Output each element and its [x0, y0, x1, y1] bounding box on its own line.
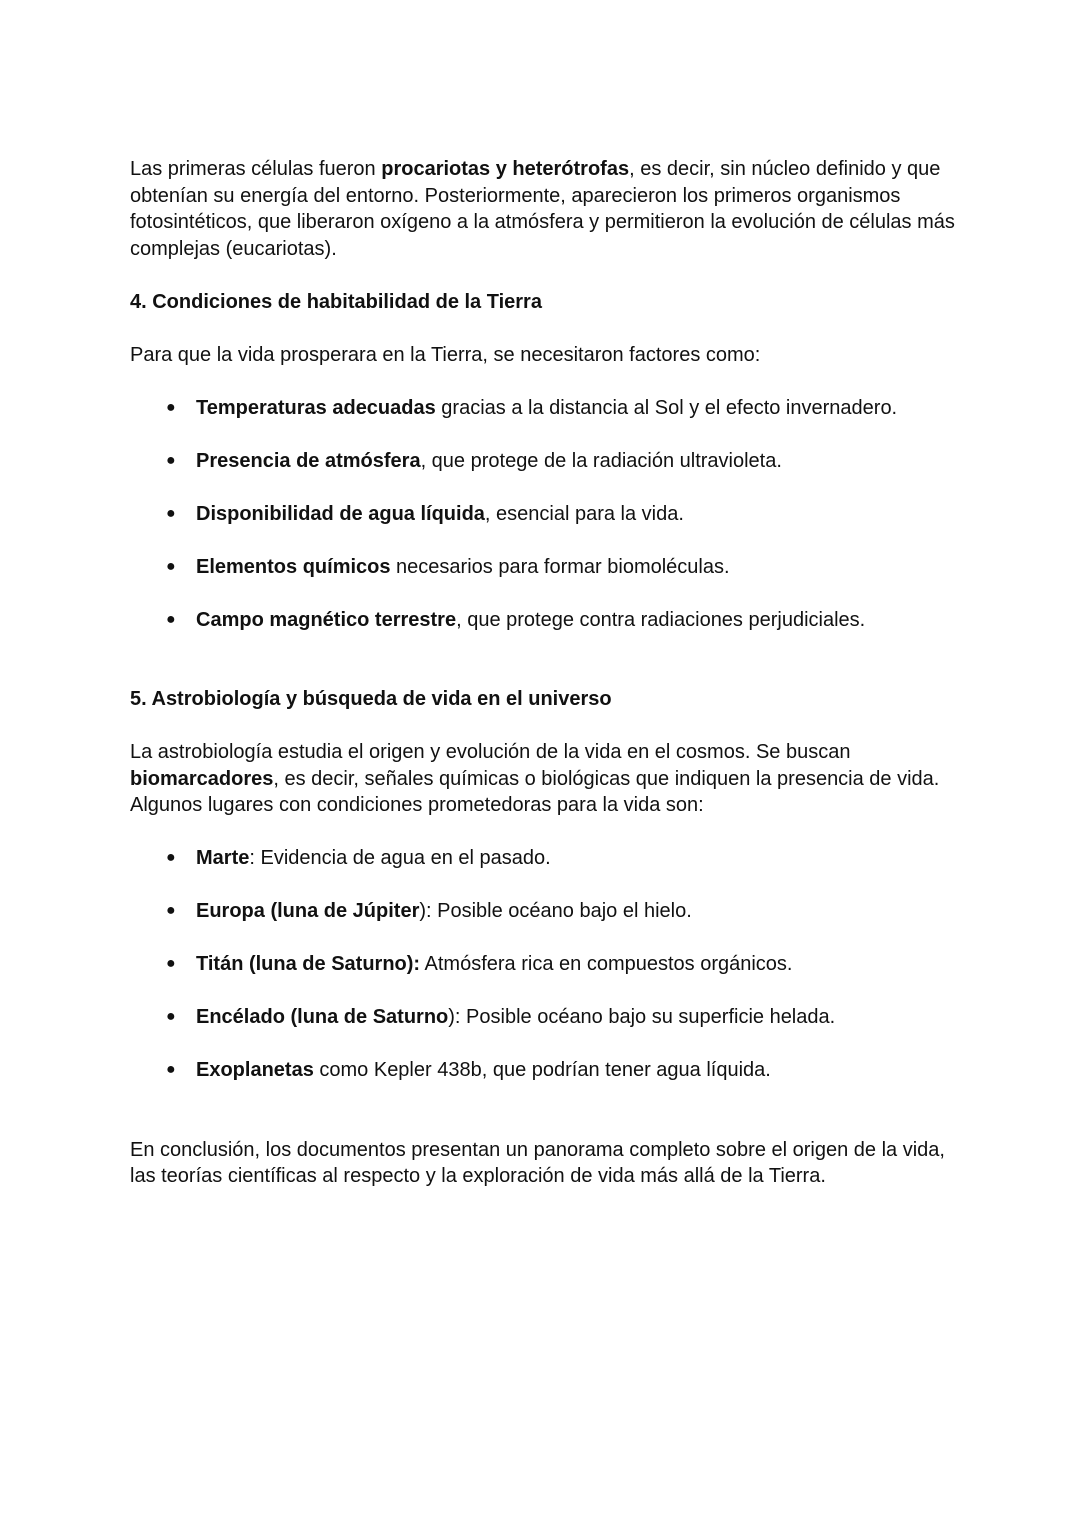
bullet-icon: ● [166, 504, 176, 522]
list-item: ● Encélado (luna de Saturno): Posible océano bajo su superficie helada. [130, 1004, 960, 1031]
list-item: ● Elementos químicos necesarios para formar biomoléculas. [130, 554, 960, 581]
list-item: ● Exoplanetas como Kepler 438b, que podrían tener agua líquida. [130, 1057, 960, 1084]
bullet-icon: ● [166, 610, 176, 628]
section-5-heading: 5. Astrobiología y búsqueda de vida en el universo [130, 688, 612, 710]
bullet-icon: ● [166, 1008, 176, 1025]
list-item: ● Disponibilidad de agua líquida, esencial para la vida. [130, 501, 960, 528]
list-item: ● Presencia de atmósfera, que protege de la radiación ultravioleta. [130, 448, 960, 475]
bullet-icon: ● [166, 451, 176, 469]
bullet-icon: ● [166, 1061, 176, 1078]
bullet-icon: ● [166, 398, 176, 416]
list-item: ● Europa (luna de Júpiter): Posible océano bajo el hielo. [130, 898, 960, 925]
habitability-factors-list [130, 395, 960, 634]
bullet-icon: ● [166, 902, 176, 919]
intro-paragraph: Las primeras células fueron procariotas y heterótrofas, es decir, sin núcleo definido y que obtenían su energía del entorno. Posteriormente, aparecieron los primeros organismos fotosintéticos, que liberaron oxígeno a la atmósfera y permitieron la evolución de células más complejas (eucariotas). [130, 158, 955, 260]
section-5-lead: La astrobiología estudia el origen y evolución de la vida en el cosmos. Se buscan biomarcadores, es decir, señales químicas o biológicas que indiquen la presencia de vida. Algunos lugares con condiciones prometedoras para la vida son: [130, 741, 940, 816]
promising-places-list [130, 845, 960, 1084]
bullet-icon: ● [166, 849, 176, 866]
document-page [130, 156, 960, 1190]
bullet-icon: ● [166, 557, 176, 575]
list-item: ● Campo magnético terrestre, que protege contra radiaciones perjudiciales. [130, 607, 960, 634]
section-4-lead: Para que la vida prosperara en la Tierra, se necesitaron factores como: [130, 343, 761, 366]
conclusion-paragraph: En conclusión, los documentos presentan un panorama completo sobre el origen de la vida, las teorías científicas al respecto y la exploración de vida más allá de la Tierra. [130, 1138, 945, 1187]
bullet-icon: ● [166, 955, 176, 972]
list-item: ● Temperaturas adecuadas gracias a la distancia al Sol y el efecto invernadero. [130, 395, 960, 422]
list-item: ● Marte: Evidencia de agua en el pasado. [130, 845, 960, 872]
list-item: ● Titán (luna de Saturno): Atmósfera rica en compuestos orgánicos. [130, 951, 960, 978]
section-4-heading: 4. Condiciones de habitabilidad de la Tierra [130, 290, 542, 313]
